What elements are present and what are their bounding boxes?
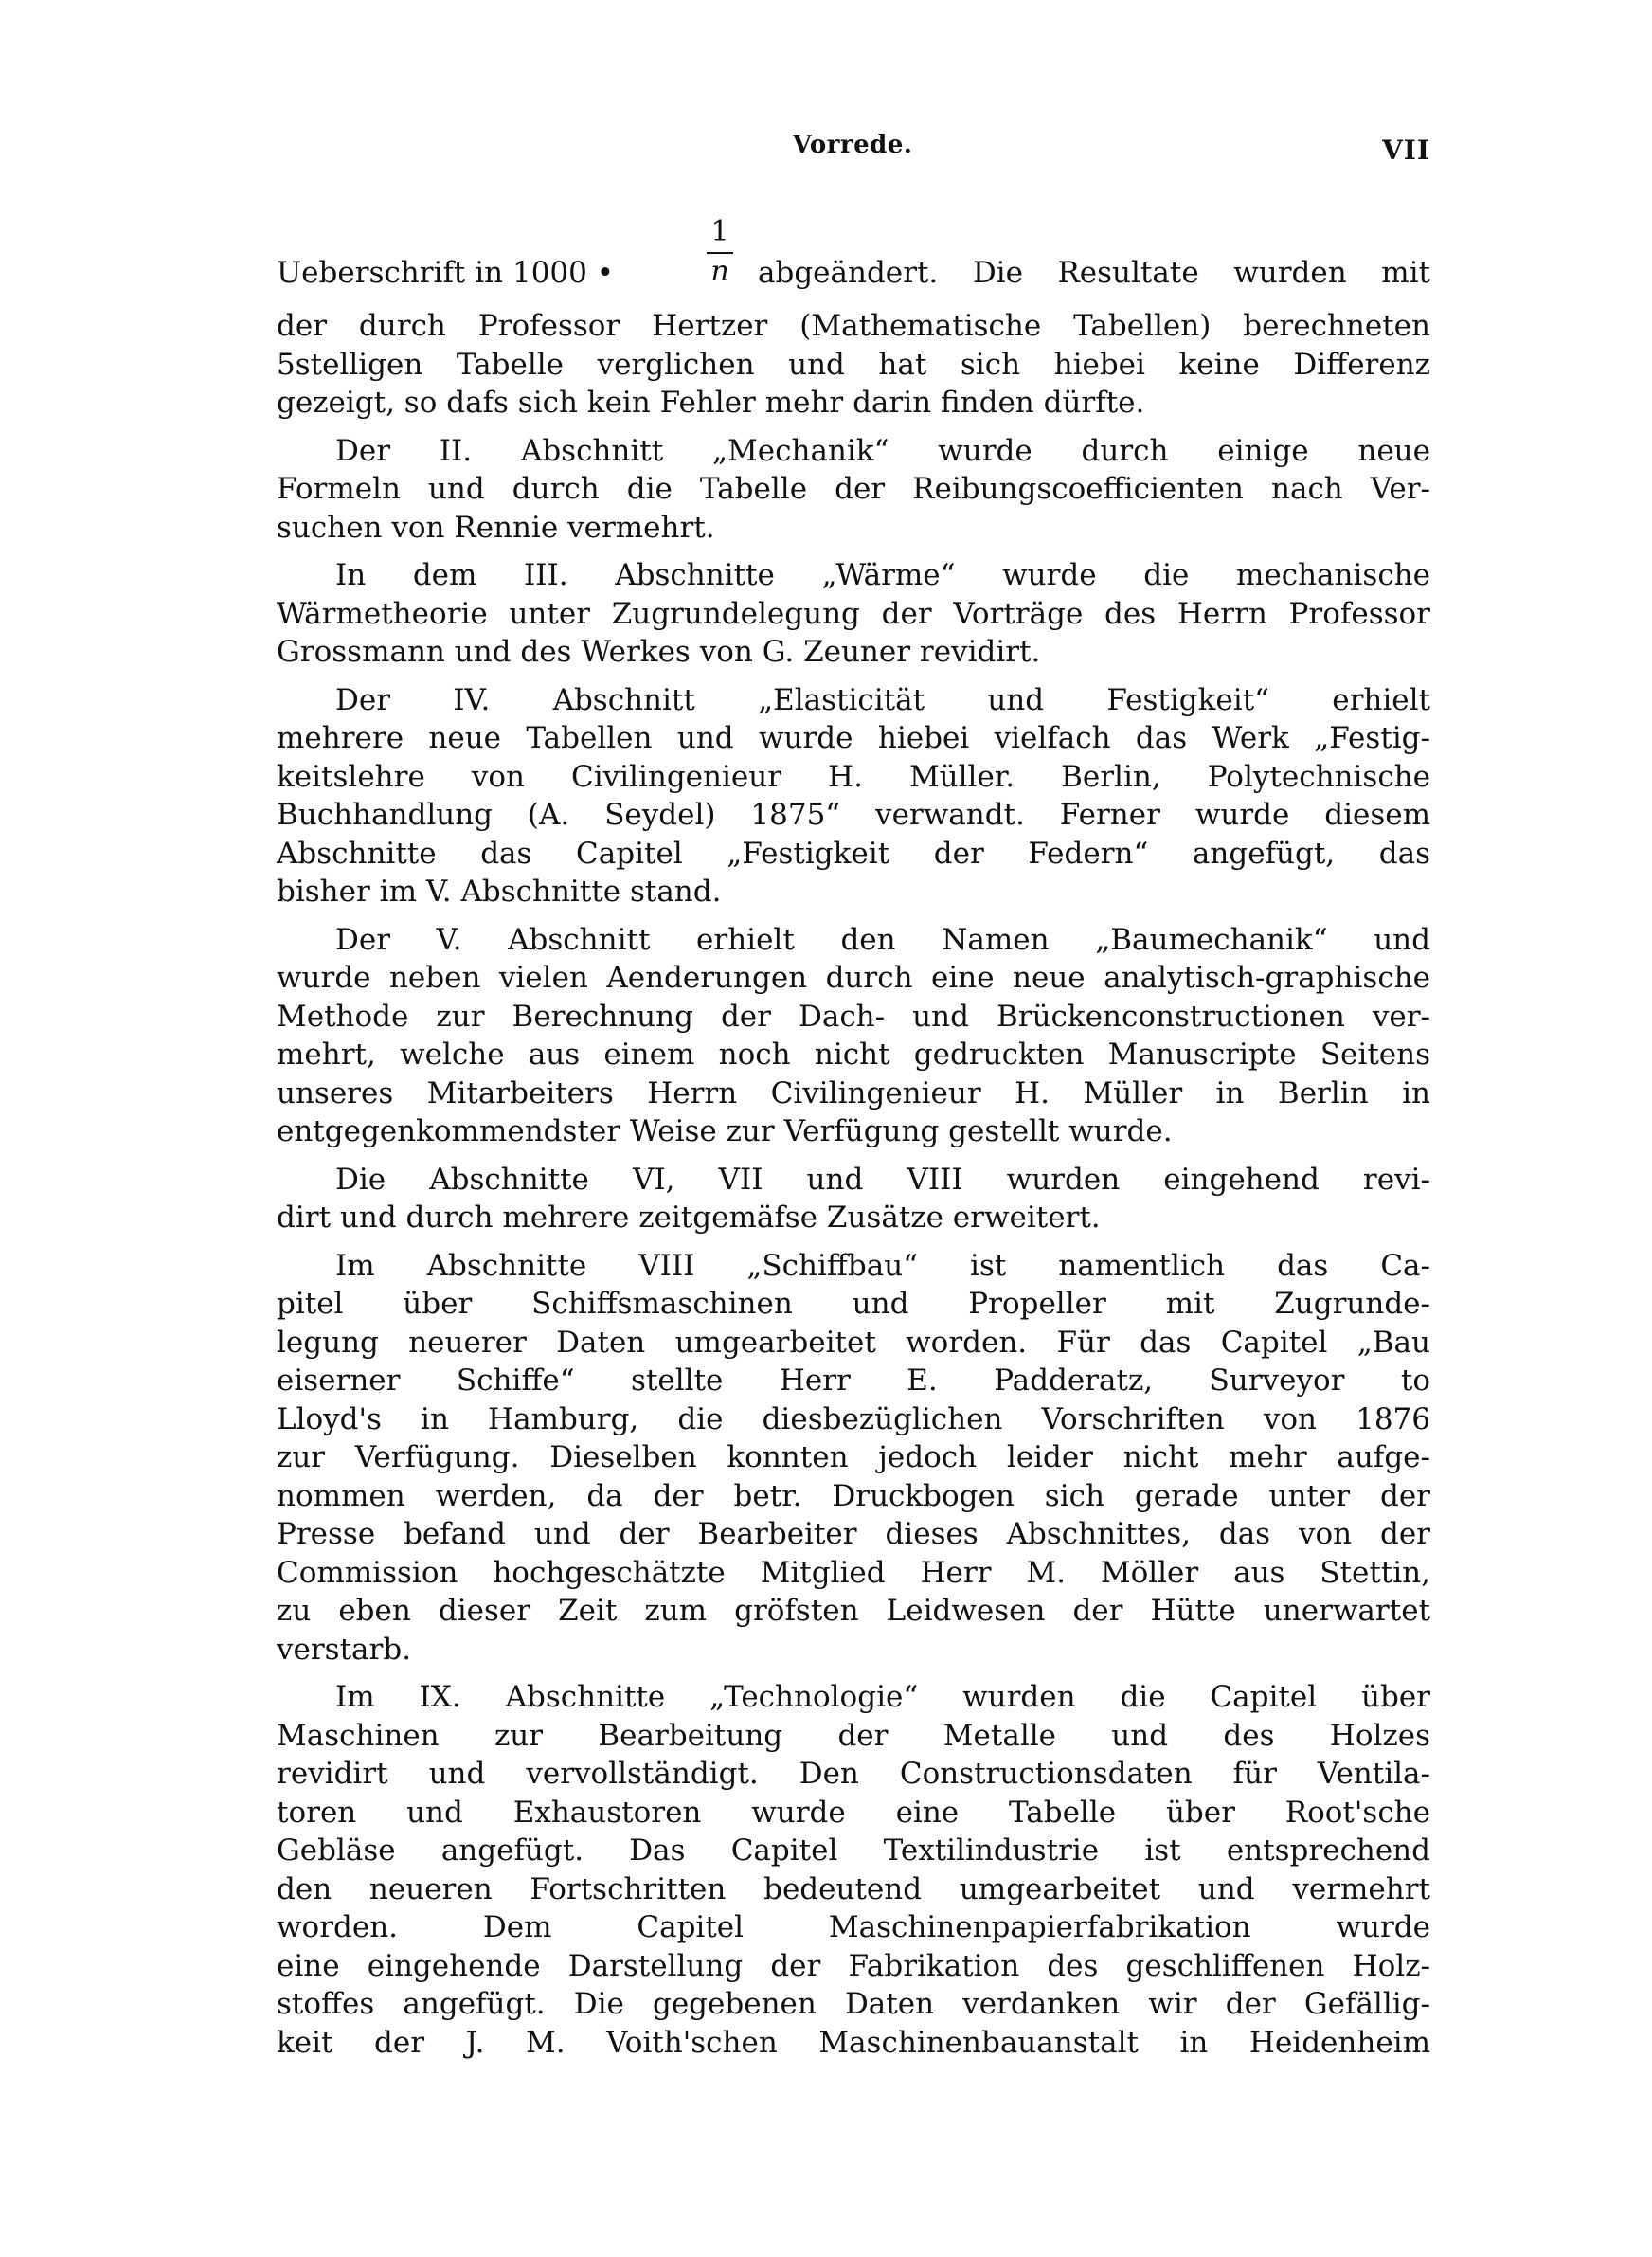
text-line: zur Verfügung. Dieselben konnten jedoch leider nicht mehr aufge-	[277, 1440, 1430, 1474]
text-line: eine eingehende Darstellung der Fabrikation des geschliffenen Holz-	[277, 1948, 1430, 1983]
text-line: worden. Dem Capitel Maschinenpapierfabrikation wurde	[277, 1910, 1430, 1944]
text-line: pitel über Schiffsmaschinen und Propeller mit Zugrunde-	[277, 1287, 1430, 1321]
page-number: VII	[1382, 135, 1430, 166]
text-line: Lloyd's in Hamburg, die diesbezüglichen Vorschriften von 1876	[277, 1401, 1430, 1436]
text-line: bisher im V. Abschnitte stand.	[277, 875, 722, 909]
text-line: entgegenkommendster Weise zur Verfügung gestellt wurde.	[277, 1114, 1173, 1148]
text-line: dirt und durch mehrere zeitgemäfse Zusätze erweitert.	[277, 1201, 1101, 1235]
text-line: 5stelligen Tabelle verglichen und hat sich hiebei keine Differenz	[277, 347, 1430, 382]
text-line: mehrere neue Tabellen und wurde hiebei vielfach das Werk „Festig-	[277, 721, 1430, 755]
paragraph-start-line: Der IV. Abschnitt „Elasticität und Festigkeit“ erhielt	[335, 682, 1430, 717]
text-line: gezeigt, so dafs sich kein Fehler mehr darin finden dürfte.	[277, 386, 1145, 420]
text-line: Presse befand und der Bearbeiter dieses Abschnittes, das von der	[277, 1517, 1430, 1551]
text-line: nommen werden, da der betr. Druckbogen sich gerade unter der	[277, 1478, 1430, 1513]
text-line: verstarb.	[277, 1632, 412, 1667]
text-line: keitslehre von Civilingenieur H. Müller. Berlin, Polytechnische	[277, 759, 1430, 794]
text-line: Commission hochgeschätzte Mitglied Herr M. Möller aus Stettin,	[277, 1555, 1430, 1590]
text-line: eiserner Schiffe“ stellte Herr E. Padderatz, Surveyor to	[277, 1363, 1430, 1398]
paragraph-start-line: In dem III. Abschnitte „Wärme“ wurde die mechanische	[335, 558, 1430, 592]
text-line: unseres Mitarbeiters Herrn Civilingenieur H. Müller in Berlin in	[277, 1075, 1430, 1110]
text-line: keit der J. M. Voith'schen Maschinenbauanstalt in Heidenheim	[277, 2025, 1430, 2060]
text-line: Formeln und durch die Tabelle der Reibungscoefficienten nach Ver-	[277, 472, 1430, 506]
running-header	[275, 131, 1430, 172]
text-line: Maschinen zur Bearbeitung der Metalle und des Holzes	[277, 1718, 1430, 1753]
body-text	[277, 216, 1430, 2062]
fraction-bar	[707, 252, 733, 254]
paragraph-start-line: Der II. Abschnitt „Mechanik“ wurde durch einige neue	[335, 433, 1430, 468]
text-line: Gebläse angefügt. Das Capitel Textilindustrie ist entsprechend	[277, 1833, 1430, 1868]
text-before-fraction: Ueberschrift in 1000 •	[277, 256, 615, 290]
text-line: revidirt und vervollständigt. Den Constructionsdaten für Ventila-	[277, 1757, 1430, 1791]
text-line: der durch Professor Hertzer (Mathematische Tabellen) berechneten	[277, 309, 1430, 343]
text-line: Methode zur Berechnung der Dach- und Brückenconstructionen ver-	[277, 999, 1430, 1034]
fraction	[701, 216, 739, 288]
paragraph-start-line: Im IX. Abschnitte „Technologie“ wurden die Capitel über	[335, 1680, 1430, 1714]
text-line: suchen von Rennie vermehrt.	[277, 510, 715, 545]
first-text-line	[277, 216, 1430, 307]
text-line: legung neuerer Daten umgearbeitet worden. Für das Capitel „Bau	[277, 1325, 1430, 1360]
running-title: Vorrede.	[792, 131, 913, 159]
fraction-numerator: 1	[710, 215, 729, 248]
text-line: toren und Exhaustoren wurde eine Tabelle über Root'sche	[277, 1795, 1430, 1830]
text-line: stoffes angefügt. Die gegebenen Daten verdanken wir der Gefällig-	[277, 1987, 1430, 2021]
text-line: Abschnitte das Capitel „Festigkeit der Federn“ angefügt, das	[277, 836, 1430, 871]
paragraph-start-line: Im Abschnitte VIII „Schiffbau“ ist namentlich das Ca-	[335, 1248, 1430, 1283]
fraction-denominator: n	[710, 255, 729, 288]
text-line: Grossmann und des Werkes von G. Zeuner revidirt.	[277, 635, 1041, 669]
text-line: Wärmetheorie unter Zugrundelegung der Vorträge des Herrn Professor	[277, 596, 1430, 631]
text-line: wurde neben vielen Aenderungen durch eine neue analytisch-graphische	[277, 961, 1430, 995]
text-line: mehrt, welche aus einem noch nicht gedruckten Manuscripte Seitens	[277, 1038, 1430, 1072]
text-line: zu eben dieser Zeit zum gröfsten Leidwesen der Hütte unerwartet	[277, 1594, 1430, 1628]
text-line: den neueren Fortschritten bedeutend umgearbeitet und vermehrt	[277, 1871, 1430, 1906]
paragraph-start-line: Der V. Abschnitt erhielt den Namen „Baumechanik“ und	[335, 922, 1430, 957]
paragraph-start-line: Die Abschnitte VI, VII und VIII wurden eingehend revi-	[335, 1162, 1430, 1197]
text-after-fraction: abgeändert. Die Resultate wurden mit	[758, 256, 1430, 290]
text-line: Buchhandlung (A. Seydel) 1875“ verwandt. Ferner wurde diesem	[277, 798, 1430, 832]
